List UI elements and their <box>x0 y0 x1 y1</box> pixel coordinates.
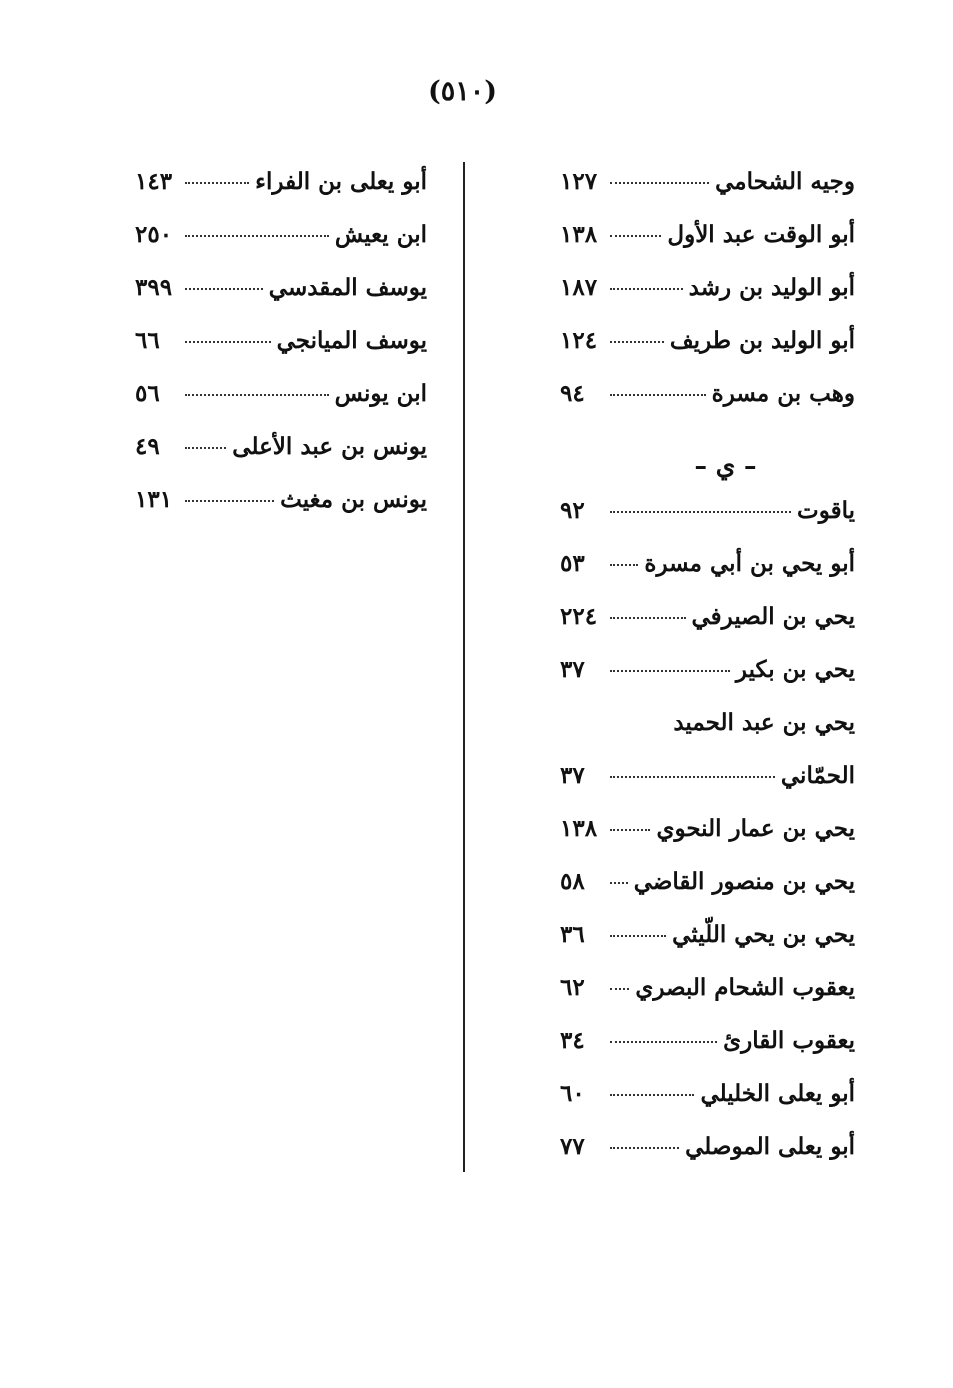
entry-page-number: ٣٩٩ <box>135 274 173 301</box>
dot-leader <box>610 1041 717 1043</box>
entry-name: يعقوب القارئ <box>723 1027 855 1054</box>
dot-leader <box>610 1147 679 1149</box>
index-entry <box>560 550 855 603</box>
dot-leader <box>610 341 664 343</box>
entry-page-number: ١٢٤ <box>560 327 598 354</box>
index-entry <box>560 327 855 380</box>
entry-name: يحي بن الصيرفي <box>691 603 855 630</box>
index-entry <box>560 709 855 762</box>
dot-leader <box>185 447 226 449</box>
dot-leader <box>185 182 249 184</box>
dot-leader <box>610 617 686 619</box>
entry-page-number: ٩٤ <box>560 380 585 407</box>
dot-leader <box>185 235 329 237</box>
entry-page-number: ٢٥٠ <box>135 221 173 248</box>
index-entry <box>135 486 427 539</box>
entry-name: الحمّاني <box>780 762 855 789</box>
dot-leader <box>610 235 661 237</box>
index-entry <box>135 433 427 486</box>
index-entry <box>560 380 855 433</box>
entry-page-number: ٢٢٤ <box>560 603 598 630</box>
index-entry <box>560 221 855 274</box>
dot-leader <box>610 829 650 831</box>
section-heading-ya: – ي – <box>694 450 757 480</box>
entry-name: أبو يعلى الخليلي <box>700 1080 855 1107</box>
entry-page-number: ١٣٨ <box>560 815 598 842</box>
dot-leader <box>610 394 706 396</box>
entry-name: يحي بن عمار النحوي <box>656 815 855 842</box>
entry-page-number: ٥٣ <box>560 550 585 577</box>
dot-leader <box>185 288 263 290</box>
entry-page-number: ١٣١ <box>135 486 173 513</box>
entry-name: يعقوب الشحام البصري <box>635 974 855 1001</box>
entry-name: وهب بن مسرة <box>711 380 855 407</box>
entry-page-number: ١٤٣ <box>135 168 173 195</box>
index-entry <box>560 1027 855 1080</box>
entry-name: يحي بن منصور القاضي <box>633 868 855 895</box>
dot-leader <box>185 500 274 502</box>
right-entries-before <box>560 168 855 433</box>
index-entry <box>560 274 855 327</box>
entry-page-number: ١٢٧ <box>560 168 598 195</box>
index-entry <box>135 274 427 327</box>
entry-name: أبو الوليد بن رشد <box>688 274 855 301</box>
entry-name: وجيه الشحامي <box>715 168 855 195</box>
index-entry <box>560 497 855 550</box>
dot-leader <box>610 776 775 778</box>
dot-leader <box>610 882 628 884</box>
entry-page-number: ٦٦ <box>135 327 160 354</box>
entry-page-number: ٣٤ <box>560 1027 585 1054</box>
dot-leader <box>610 1094 694 1096</box>
entry-page-number: ٩٢ <box>560 497 585 524</box>
index-entry <box>135 380 427 433</box>
entry-page-number: ٣٧ <box>560 762 585 789</box>
entry-name: يوسف المقدسي <box>268 274 427 301</box>
entry-page-number: ١٣٨ <box>560 221 598 248</box>
entry-page-number: ٦٠ <box>560 1080 585 1107</box>
index-entry <box>560 921 855 974</box>
dot-leader <box>185 394 329 396</box>
entry-page-number: ٥٨ <box>560 868 585 895</box>
entry-page-number: ٦٢ <box>560 974 585 1001</box>
entry-name: يحي بن عبد الحميد <box>673 709 855 736</box>
entry-page-number: ٧٧ <box>560 1133 585 1160</box>
entry-name: ابن يونس <box>334 380 427 407</box>
entry-name: يحي بن بكير <box>735 656 855 683</box>
index-entry <box>135 168 427 221</box>
entry-name: يحي بن يحي اللّيثي <box>672 921 855 948</box>
entry-name: يوسف الميانجي <box>276 327 427 354</box>
entry-page-number: ١٨٧ <box>560 274 598 301</box>
index-entry <box>560 168 855 221</box>
index-entry <box>560 1080 855 1133</box>
index-entry <box>135 221 427 274</box>
entry-name: أبو الوليد بن طريف <box>669 327 855 354</box>
index-entry <box>560 1133 855 1186</box>
column-divider <box>463 162 465 1172</box>
right-column <box>560 168 855 1186</box>
entry-page-number: ٣٦ <box>560 921 585 948</box>
dot-leader <box>610 288 683 290</box>
entry-name: أبو الوقت عبد الأول <box>667 221 855 248</box>
dot-leader <box>610 988 629 990</box>
dot-leader <box>185 341 271 343</box>
entry-page-number: ٣٧ <box>560 656 585 683</box>
index-entry <box>560 815 855 868</box>
index-entry <box>560 974 855 1027</box>
entry-name: أبو يحي بن أبي مسرة <box>644 550 855 577</box>
index-entry <box>560 603 855 656</box>
entry-name: ياقوت <box>797 497 855 524</box>
index-entry <box>560 762 855 815</box>
dot-leader <box>610 670 730 672</box>
index-entry <box>560 868 855 921</box>
dot-leader <box>610 511 791 513</box>
right-entries-after <box>560 497 855 1186</box>
dot-leader <box>610 182 709 184</box>
left-entries <box>135 168 427 539</box>
entry-page-number: ٥٦ <box>135 380 160 407</box>
dot-leader <box>610 935 666 937</box>
page-number: (٥١٠) <box>427 76 498 107</box>
index-entry <box>135 327 427 380</box>
dot-leader <box>610 564 638 566</box>
entry-name: يونس بن عبد الأعلى <box>232 433 427 460</box>
entry-name: ابن يعيش <box>334 221 427 248</box>
entry-name: أبو يعلى الموصلي <box>685 1133 855 1160</box>
left-column <box>135 168 427 539</box>
entry-name: أبو يعلى بن الفراء <box>255 168 427 195</box>
index-entry <box>560 656 855 709</box>
entry-page-number: ٤٩ <box>135 433 160 460</box>
entry-name: يونس بن مغيث <box>280 486 427 513</box>
